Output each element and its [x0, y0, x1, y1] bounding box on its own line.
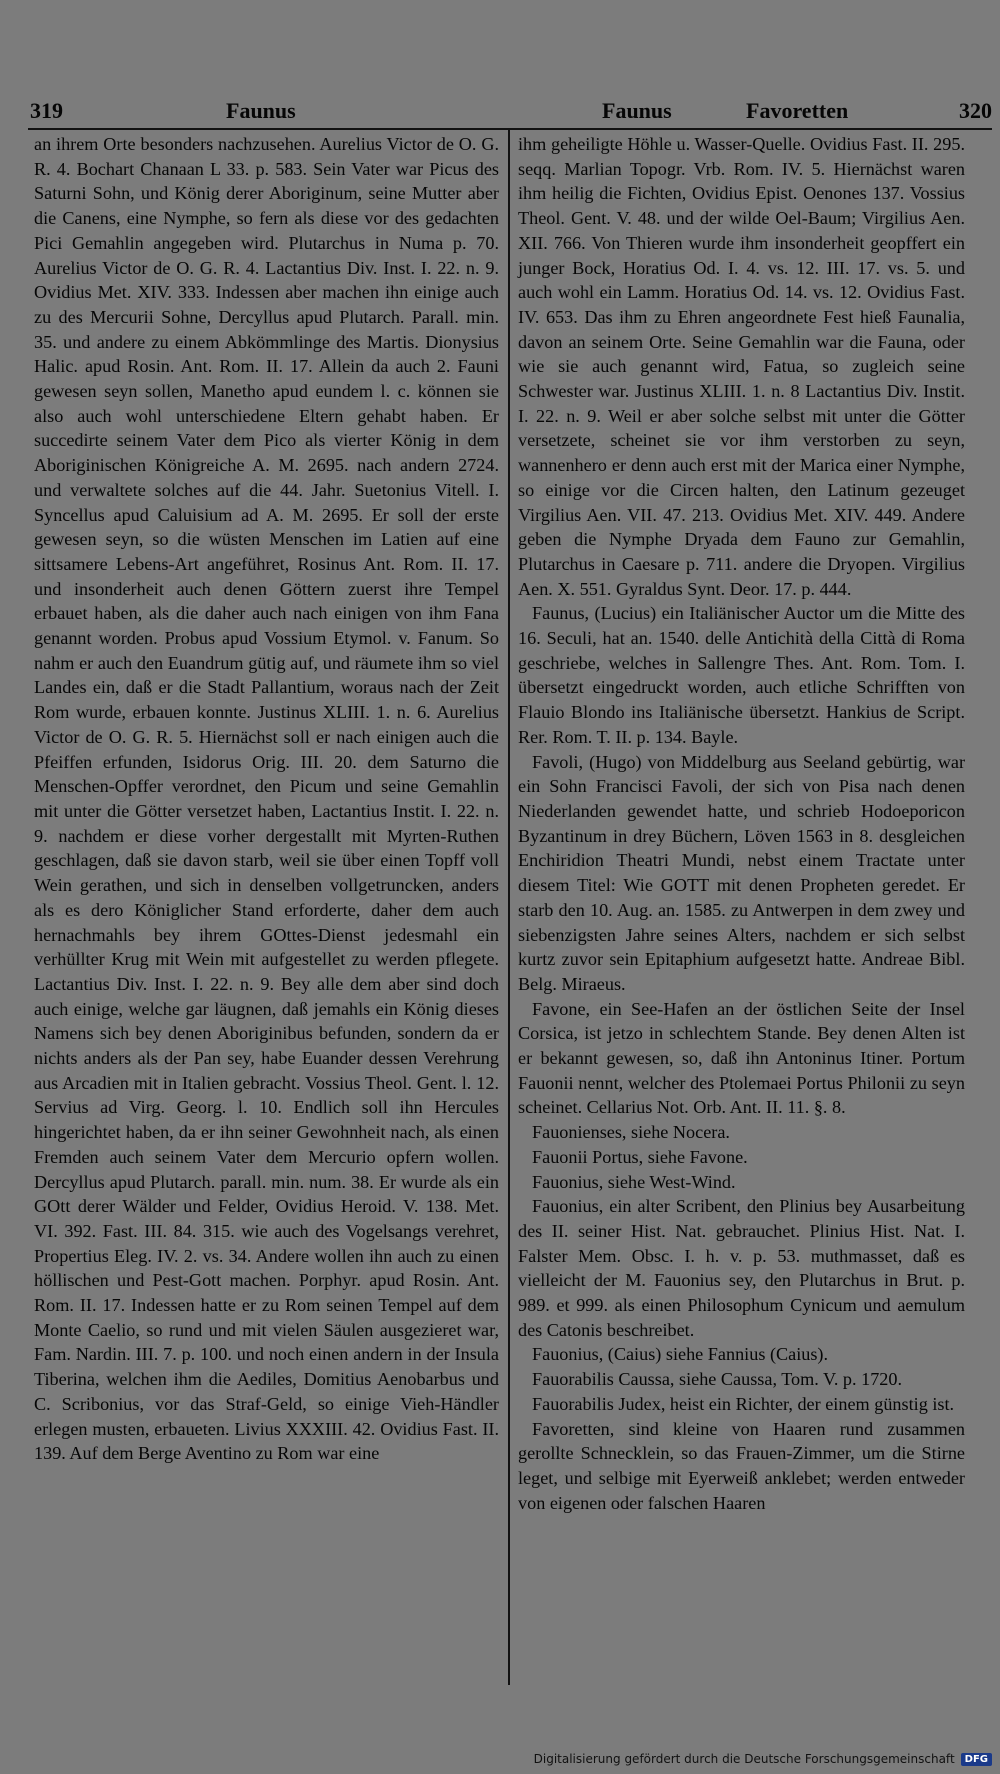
entry-favoretten: Favoretten, sind kleine von Haaren rund zusammen gerollte Schnecklein, so das Frauen-Zimmer, um die Stirne leget, und selbige mit Eyerweiß anklebet; werden entweder von eigenen oder falschen Haaren	[518, 1418, 965, 1513]
entry-fauonius-scribent: Fauonius, ein alter Scribent, den Plinius bey Ausarbeitung des II. seiner Hist. Nat. gebrauchet. Plinius Hist. Nat. I. Falster Mem. Obsc. I. h. v. p. 53. muthmasset, daß es vielleicht der M. Fauonius sey, den Plutarchus in Brut. p. 989. et 999. als einen Philosophum Cynicum und aemulum des Catonis beschreibet.	[518, 1196, 965, 1340]
entry-favone: Favone, ein See-Hafen an der östlichen Seite der Insel Corsica, ist jetzo in schlechtem Stande. Bey denen Alten ist er bekannt gewesen, so, daß ihn Antoninus Itiner. Portum Fauonii nennt, welcher des Ptolemaei Portus Philonii zu seyn scheinet. Cellarius Not. Orb. Ant. II. 11. §. 8.	[518, 998, 965, 1118]
left-column	[34, 132, 499, 1466]
right-column	[518, 132, 965, 1515]
column-divider	[508, 130, 510, 1685]
entry-favoli: Favoli, (Hugo) von Middelburg aus Seeland gebürtig, war ein Sohn Francisci Favoli, der sich von Pisa nach denen Niederlanden gewendet hatte, und schrieb Hodoeporicon Byzantinum in drey Büchern, Löven 1563 in 8. desgleichen Enchiridion Theatri Mundi, nebst einem Tractate unter diesem Titel: Wie GOTT mit denen Propheten geredet. Er starb den 10. Aug. an. 1585. zu Antwerpen in dem zwey und siebenzigsten Jahre seines Alters, nachdem er sich selbst kurtz zuvor sein Epitaphium aufgesetzt hatte. Andreae Bibl. Belg. Miraeus.	[518, 751, 965, 994]
entry-fauorabilis-judex: Fauorabilis Judex, heist ein Richter, der einem günstig ist.	[532, 1393, 955, 1414]
running-head-right: Favoretten	[746, 98, 849, 123]
entry-fauonius-caius: Fauonius, (Caius) siehe Fannius (Caius).	[532, 1344, 829, 1365]
header-rule	[28, 128, 992, 130]
page-number-left: 319	[30, 98, 63, 123]
running-head-middle: Faunus	[602, 98, 672, 123]
entry-fauonii-portus: Fauonii Portus, siehe Favone.	[532, 1146, 748, 1167]
running-head-left: Faunus	[226, 98, 296, 123]
entry-fauorabilis-caussa: Fauorabilis Caussa, siehe Caussa, Tom. V. p. 1720.	[532, 1369, 903, 1390]
dfg-logo-icon: DFG	[961, 1753, 992, 1766]
entry-faunus-lucius: Faunus, (Lucius) ein Italiänischer Auctor um die Mitte des 16. Seculi, hat an. 1540. delle Antichità della Città di Roma geschriebe, welches in Sallengre Thes. Ant. Rom. Tom. I. übersetzt eingedruckt worden, auch etliche Schrifften von Flauio Blondo ins Italiänische übersetzt. Hankius de Script. Rer. Rom. T. II. p. 134. Bayle.	[518, 603, 965, 747]
footer-credit	[534, 1752, 992, 1766]
left-paragraph: an ihrem Orte besonders nachzusehen. Aurelius Victor de O. G. R. 4. Bochart Chanaan L 33. p. 583. Sein Vater war Picus des Saturni Sohn, und König derer Aboriginum, seine Mutter aber die Canens, eine Nymphe, so fern als diese vor des gedachten Pici Gemahlin angegeben wird. Plutarchus in Numa p. 70. Aurelius Victor de O. G. R. 4. Lactantius Div. Inst. I. 22. n. 9. Ovidius Met. XIV. 333. Indessen aber machen ihn einige auch zu des Mercurii Sohne, Dercyllus apud Plutarch. Parall. min. 35. und andere zu einem Abkömmlinge des Martis. Dionysius Halic. apud Rosin. Ant. Rom. II. 17. Allein da auch 2. Fauni gewesen seyn sollen, Manetho apud eundem l. c. können sie also auch wohl unterschiedene Eltern gehabt haben. Er succedirte seinem Vater dem Pico als vierter König in dem Aboriginischen Königreiche A. M. 2695. nach andern 2724. und verwaltete solches auf die 44. Jahr. Suetonius Vitell. I. Syncellus apud Caluisium ad A. M. 2695. Er soll der erste gewesen seyn, so die wüsten Menschen im Latien auf eine sittsamere Lebens-Art angeführet, Rosinus Ant. Rom. II. 17. und insonderheit auch denen Göttern zuerst ihre Tempel erbauet haben, als die daher auch nach einigen von ihm Fana genannt worden. Probus apud Vossium Etymol. v. Fanum. So nahm er auch den Euandrum gütig auf, und räumete ihm so viel Landes ein, daß er die Stadt Pallantium, woraus nach der Zeit Rom wurde, erbauen konnte. Justinus XLIII. 1. n. 6. Aurelius Victor de O. G. R. 5. Hiernächst soll er nach einigen auch die Pfeiffen erfunden, Isidorus Orig. III. 20. dem Saturno die Menschen-Opffer verordnet, den Picum und seine Gemahlin mit unter die Götter versetzet haben, Lactantius Instit. I. 22. n. 9. nachdem er diese vorher dergestallt mit Myrten-Ruthen geschlagen, daß sie davon starb, weil sie über einen Topff voll Wein gerathen, und sich in denselben vollgetruncken, anders als es dero Königlicher Stand erforderte, daher dem auch hernachmahls bey ihrem GOttes-Dienst jedesmahl ein verhüllter Krug mit Wein mit aufgestellet zu werden pflegete. Lactantius Div. Inst. I. 22. n. 9. Bey alle dem aber sind doch auch einige, welche gar läugnen, daß jemahls ein König dieses Namens sich bey denen Aboriginibus befunden, sondern da er nichts anders als der Pan sey, habe Euander dessen Verehrung aus Arcadien mit in Italien gebracht. Vossius Theol. Gent. l. 12. Servius ad Virg. Georg. l. 10. Endlich soll ihn Hercules hingerichtet haben, da er ihn seiner Gewohnheit nach, als einen Fremden auch seinem Vater dem Mercurio opfern wollen. Dercyllus apud Plutarch. parall. min. num. 38. Er wurde als ein GOtt derer Wälder und Felder, Ovidius Heroid. V. 138. Met. VI. 392. Fast. III. 84. 315. wie auch des Vogelsangs verehret, Propertius Eleg. IV. 2. vs. 34. Andere wollen ihn auch zu einen höllischen und Pest-Gott machen. Porphyr. apud Rosin. Ant. Rom. II. 17. Indessen hatte er zu Rom seinen Tempel auf dem Monte Caelio, so rund und mit vielen Säulen ausgezieret war, Fam. Nardin. III. 7. p. 100. und noch einen andern in der Insula Tiberina, welchen ihm die Aediles, Domitius Aenobarbus und C. Scribonius, vor das Straf-Geld, so einige Vieh-Händler erlegen musten, erbaueten. Livius XXXIII. 42. Ovidius Fast. II. 139. Auf dem Berge Aventino zu Rom war eine	[34, 134, 499, 1464]
right-paragraph: ihm geheiligte Höhle u. Wasser-Quelle. Ovidius Fast. II. 295. seqq. Marlian Topogr. Vrb. Rom. IV. 5. Hiernächst waren ihm heilig die Fichten, Ovidius Epist. Oenones 137. Vossius Theol. Gent. V. 48. und der wilde Oel-Baum; Virgilius Aen. XII. 766. Von Thieren wurde ihm insonderheit geopffert ein junger Bock, Horatius Od. I. 4. vs. 12. III. 17. vs. 5. und auch wohl ein Lamm. Horatius Od. 14. vs. 12. Ovidius Fast. IV. 653. Das ihm zu Ehren angeordnete Fest hieß Faunalia, davon an seinem Orte. Seine Gemahlin war die Fauna, oder wie sie auch genannt wird, Fatua, so zugleich seine Schwester war. Justinus XLIII. 1. n. 8 Lactantius Div. Instit. I. 22. n. 9. Weil er aber solche selbst mit unter die Götter versetzete, scheinet sie vor ihm verstorben zu seyn, wannenhero er denn auch erst mit der Marica einer Nymphe, so einige vor die Circen halten, den Latinum gezeuget Virgilius Aen. VII. 47. 213. Ovidius Met. XIV. 449. Andere geben die Nymphe Dryada dem Fauno zur Gemahlin, Plutarchus in Caesare p. 711. andere die Dryopen. Virgilius Aen. X. 551. Gyraldus Synt. Deor. 17. p. 444.	[518, 134, 965, 599]
entry-fauonienses: Fauonienses, siehe Nocera.	[532, 1122, 730, 1143]
page-header	[30, 98, 992, 128]
footer-text: Digitalisierung gefördert durch die Deutsche Forschungsgemeinschaft	[533, 1752, 955, 1766]
entry-fauonius: Fauonius, siehe West-Wind.	[532, 1171, 736, 1192]
page-number-right: 320	[959, 98, 992, 123]
